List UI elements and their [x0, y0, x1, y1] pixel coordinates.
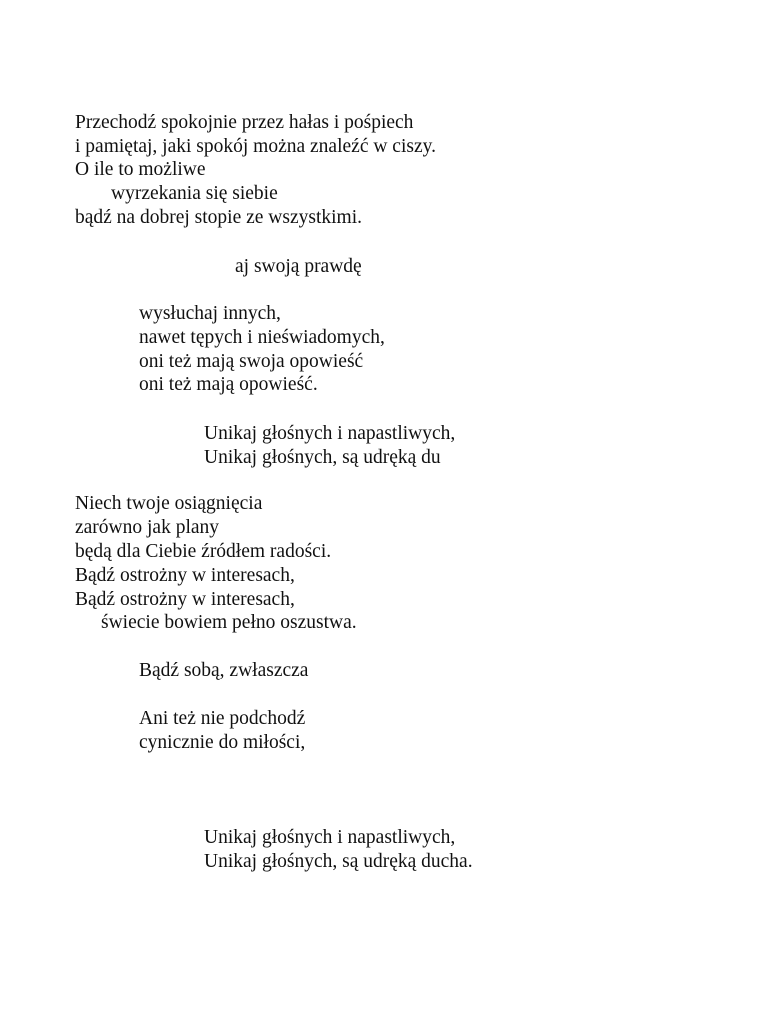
poem-line: nawet tępych i nieświadomych, — [139, 327, 385, 348]
poem-line: i pamiętaj, jaki spokój można znaleźć w ciszy. — [75, 136, 436, 157]
poem-line: Przechodź spokojnie przez hałas i pośpiech — [75, 112, 414, 133]
poem-line: Bądź ostrożny w interesach, — [75, 565, 295, 586]
poem-line: Niech twoje osiągnięcia — [75, 493, 263, 514]
poem-line: wyrzekania się siebie — [111, 183, 278, 204]
poem-line: świecie bowiem pełno oszustwa. — [101, 612, 357, 633]
poem-line: będą dla Ciebie źródłem radości. — [75, 541, 332, 562]
poem-line: Unikaj głośnych, są udręką ducha. — [204, 851, 473, 872]
poem-line: Ani też nie podchodź — [139, 708, 306, 729]
poem-line: Unikaj głośnych i napastliwych, — [204, 423, 456, 444]
poem-line: Unikaj głośnych i napastliwych, — [204, 827, 456, 848]
poem-line: zarówno jak plany — [75, 517, 220, 538]
poem-line: oni też mają opowieść. — [139, 374, 318, 395]
poem-line: cynicznie do miłości, — [139, 732, 306, 753]
poem-line: aj swoją prawdę — [235, 256, 362, 277]
poem-line: Bądź ostrożny w interesach, — [75, 589, 295, 610]
poem-line: oni też mają swoja opowieść — [139, 351, 364, 372]
poem-line: Bądź sobą, zwłaszcza — [139, 660, 309, 681]
poem-line: bądź na dobrej stopie ze wszystkimi. — [75, 207, 363, 228]
poem-line: O ile to możliwe — [75, 159, 206, 180]
poem-line: wysłuchaj innych, — [139, 303, 281, 324]
poem-line: Unikaj głośnych, są udręką du — [204, 447, 441, 468]
